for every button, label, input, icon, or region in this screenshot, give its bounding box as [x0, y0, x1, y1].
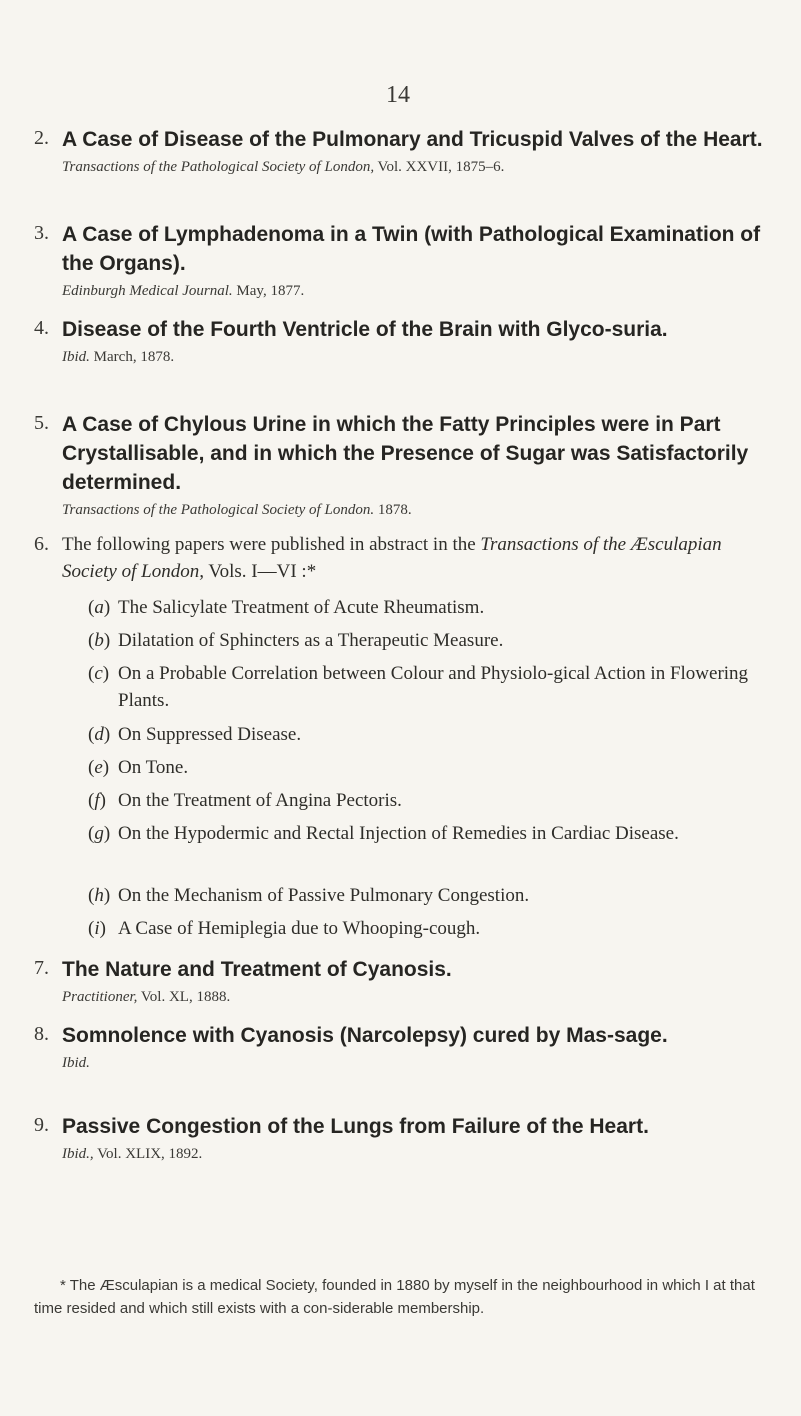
entry-citation	[62, 987, 774, 1007]
citation-source: Transactions of the Pathological Society of London,	[62, 159, 375, 175]
citation-source: Practitioner,	[62, 989, 138, 1005]
bibliography-entry-3	[34, 220, 774, 301]
subitem-b: (b) Dilatation of Sphincters as a Therapeutic Measure.	[88, 627, 788, 654]
citation-detail: Vol. XXVII, 1875–6.	[374, 159, 505, 175]
entry-citation	[62, 347, 774, 367]
citation-source: Ibid.	[62, 349, 90, 365]
bibliography-entry-6	[34, 531, 774, 585]
entry-citation	[62, 500, 774, 520]
entry-number: 3.	[34, 222, 49, 244]
entry-number: 6.	[34, 533, 49, 555]
subitem-c: (c) On a Probable Correlation between Colour and Physiolo-gical Action in Flowering Plants.	[88, 660, 788, 714]
subitem-text: The Salicylate Treatment of Acute Rheumatism.	[118, 597, 485, 618]
subitem-text: Dilatation of Sphincters as a Therapeutic Measure.	[118, 630, 504, 651]
subitem-text: On the Mechanism of Passive Pulmonary Congestion.	[118, 885, 530, 906]
entry-number: 7.	[34, 957, 49, 979]
entry-title: Somnolence with Cyanosis (Narcolepsy) cured by Mas-sage.	[62, 1024, 668, 1047]
entry-number: 5.	[34, 412, 49, 434]
subitem-text: On the Hypodermic and Rectal Injection of Remedies in Cardiac Disease.	[118, 823, 679, 844]
entry-citation	[62, 157, 774, 177]
subitem-text: On a Probable Correlation between Colour and Physiolo-gical Action in Flowering Plants.	[118, 663, 749, 711]
entry-title: A Case of Chylous Urine in which the Fatty Principles were in Part Crystallisable, and in which the Presence of Sugar was Satisfactorily determined.	[62, 413, 749, 494]
entry-title: Disease of the Fourth Ventricle of the Brain with Glyco-suria.	[62, 318, 668, 341]
bibliography-entry-4	[34, 315, 774, 367]
subitem-h: (h) On the Mechanism of Passive Pulmonary Congestion.	[88, 882, 788, 909]
citation-detail: May, 1877.	[232, 283, 305, 299]
subitem-a: (a) The Salicylate Treatment of Acute Rheumatism.	[88, 594, 788, 621]
entry-number: 9.	[34, 1114, 49, 1136]
subitem-text: On the Treatment of Angina Pectoris.	[118, 790, 402, 811]
subitem-text: On Suppressed Disease.	[118, 724, 302, 745]
entry-title: A Case of Disease of the Pulmonary and Tricuspid Valves of the Heart.	[62, 128, 763, 151]
subitem-g: (g) On the Hypodermic and Rectal Injection of Remedies in Cardiac Disease.	[88, 820, 788, 847]
bibliography-entry-2	[34, 125, 774, 177]
citation-detail: Vol. XL, 1888.	[137, 989, 231, 1005]
subitem-d: (d) On Suppressed Disease.	[88, 721, 788, 748]
entry-intro: The following papers were published in abstract in the Transactions of the Æsculapian Society of London, Vols. I—VI :*	[62, 534, 722, 582]
bibliography-entry-7	[34, 955, 774, 1007]
page-number: 14	[386, 82, 410, 108]
citation-source: Ibid.	[62, 1055, 90, 1071]
bibliography-entry-5	[34, 410, 774, 520]
entry-citation	[62, 1053, 774, 1073]
entry-number: 4.	[34, 317, 49, 339]
bibliography-entry-9	[34, 1112, 774, 1164]
subitem-e: (e) On Tone.	[88, 754, 788, 781]
citation-source: Edinburgh Medical Journal.	[62, 283, 233, 299]
entry-title: Passive Congestion of the Lungs from Failure of the Heart.	[62, 1115, 649, 1138]
entry-title: A Case of Lymphadenoma in a Twin (with Pathological Examination of the Organs).	[62, 223, 761, 275]
entry-number: 8.	[34, 1023, 49, 1045]
citation-detail: 1878.	[374, 502, 412, 518]
citation-source: Ibid.,	[62, 1146, 94, 1162]
entry-number: 2.	[34, 127, 49, 149]
entry-citation	[62, 281, 774, 301]
citation-source: Transactions of the Pathological Society of London.	[62, 502, 375, 518]
subitem-i: (i) A Case of Hemiplegia due to Whooping-cough.	[88, 915, 788, 942]
citation-detail: March, 1878.	[89, 349, 175, 365]
entry-citation	[62, 1144, 774, 1164]
entry-title: The Nature and Treatment of Cyanosis.	[62, 958, 452, 981]
subitem-text: A Case of Hemiplegia due to Whooping-cough.	[118, 918, 481, 939]
bibliography-entry-8	[34, 1021, 774, 1073]
subitem-text: On Tone.	[118, 757, 189, 778]
footnote: * The Æsculapian is a medical Society, founded in 1880 by myself in the neighbourhood in which I at that time resided and which still exists with a con-siderable membership.	[34, 1277, 755, 1317]
citation-detail: Vol. XLIX, 1892.	[93, 1146, 203, 1162]
subitem-f: (f) On the Treatment of Angina Pectoris.	[88, 787, 788, 814]
